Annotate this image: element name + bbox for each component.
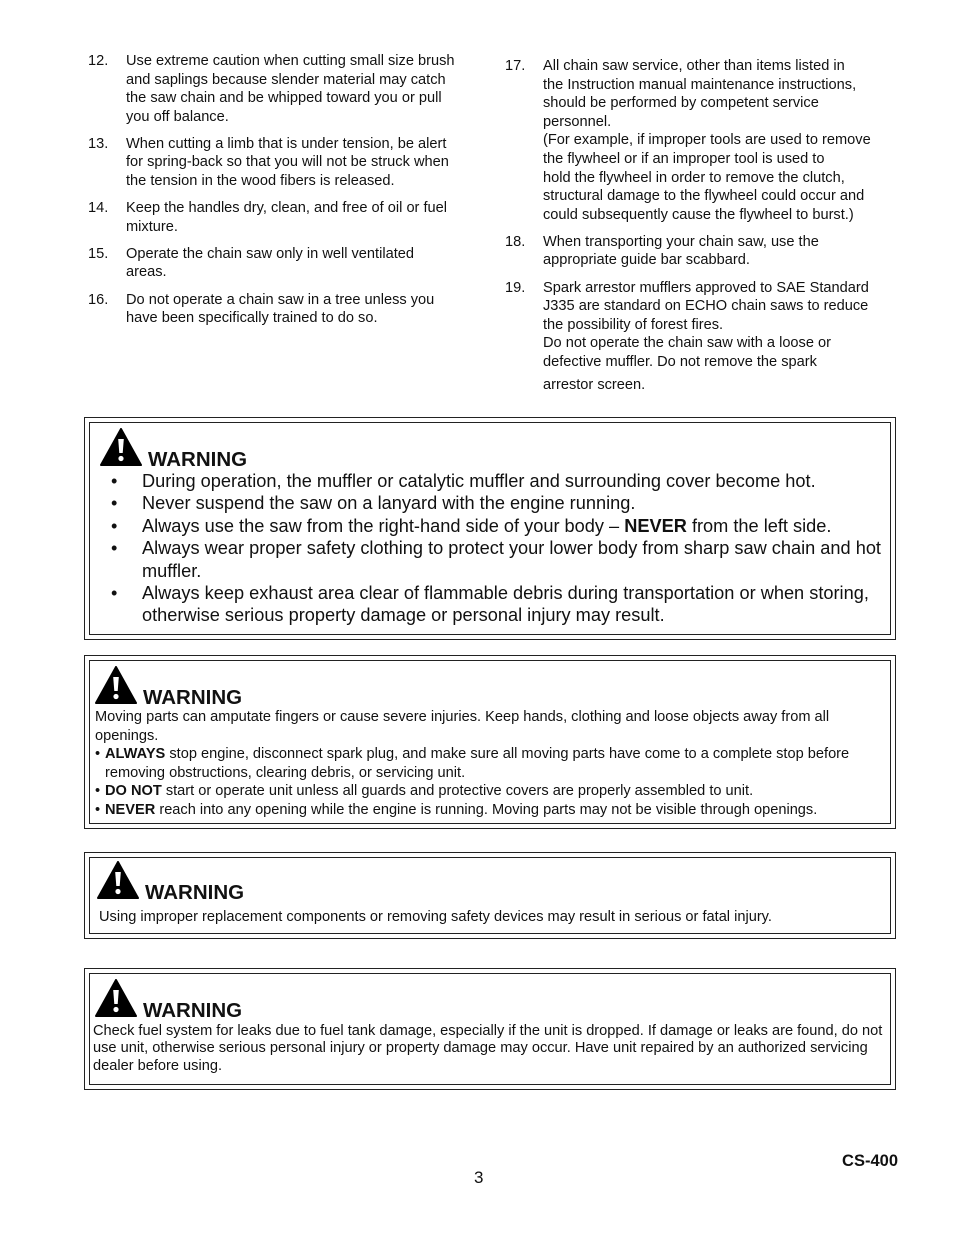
item-number: 18. bbox=[505, 233, 526, 250]
warning-body bbox=[95, 708, 883, 819]
right-instruction-list bbox=[505, 57, 897, 403]
item-text: areas. bbox=[126, 264, 167, 281]
bullet-icon: • bbox=[111, 515, 118, 536]
model-number: CS-400 bbox=[842, 1152, 898, 1170]
item-text: Operate the chain saw only in well ventilated bbox=[126, 245, 414, 262]
list-item bbox=[105, 582, 891, 627]
item-text: could subsequently cause the flywheel to burst.) bbox=[543, 206, 854, 223]
warning-triangle-icon bbox=[95, 979, 137, 1022]
warning-intro-text: Moving parts can amputate fingers or cause severe injuries. Keep hands, clothing and loose objects away from all openings. bbox=[95, 709, 830, 744]
warning-title: WARNING bbox=[143, 686, 243, 709]
item-text: (For example, if improper tools are used to remove bbox=[543, 132, 871, 149]
item-text: personnel. bbox=[543, 113, 612, 130]
item-text: for spring-back so that you will not be struck when bbox=[126, 154, 449, 171]
list-item bbox=[105, 470, 891, 492]
item-number: 19. bbox=[505, 279, 526, 296]
item-text: Spark arrestor mufflers approved to SAE Standard bbox=[543, 279, 869, 296]
list-item bbox=[88, 199, 480, 236]
bullet-icon: • bbox=[95, 746, 101, 762]
bullet-text: Always use the saw from the right-hand side of your body – NEVER from the left side. bbox=[142, 515, 832, 536]
bullet-icon: • bbox=[111, 471, 118, 491]
list-item bbox=[95, 801, 883, 820]
warning-triangle-icon bbox=[95, 666, 137, 709]
item-text: defective muffler. Do not remove the spark bbox=[543, 353, 817, 370]
warning-title: WARNING bbox=[148, 448, 248, 471]
page-number: 3 bbox=[474, 1168, 484, 1187]
item-text: Keep the handles dry, clean, and free of oil or fuel bbox=[126, 200, 447, 217]
warning-triangle-icon bbox=[100, 428, 142, 471]
warning-body: Check fuel system for leaks due to fuel tank damage, especially if the unit is dropped. If damage or leaks are found, do not use unit, otherwise serious personal injury or property damage may occur. Have unit repaired by an authorized servicing dealer before using. bbox=[93, 1023, 883, 1074]
list-item bbox=[95, 782, 883, 801]
emphasis-text: NEVER bbox=[624, 515, 687, 536]
item-text: hold the flywheel in order to remove the clutch, bbox=[543, 169, 845, 186]
item-text: the flywheel or if an improper tool is used to bbox=[543, 150, 825, 167]
list-item bbox=[88, 291, 480, 328]
warning-header bbox=[95, 666, 242, 709]
warning-title: WARNING bbox=[145, 881, 245, 904]
warning-body: Using improper replacement components or removing safety devices may result in serious or fatal injury. bbox=[99, 909, 772, 925]
item-text: structural damage to the flywheel could occur and bbox=[543, 188, 865, 205]
warning-box-moving-parts bbox=[84, 655, 896, 829]
warning-bullet-list bbox=[105, 470, 891, 627]
item-text: When transporting your chain saw, use the bbox=[543, 233, 819, 250]
bullet-icon: • bbox=[111, 493, 118, 514]
item-text: the saw chain and be whipped toward you or pull bbox=[126, 90, 442, 107]
list-item bbox=[505, 233, 897, 270]
item-text: appropriate guide bar scabbard. bbox=[543, 252, 750, 269]
list-item bbox=[105, 537, 891, 582]
item-text: have been specifically trained to do so. bbox=[126, 310, 378, 327]
item-text: and saplings because slender material may catch bbox=[126, 71, 446, 88]
item-text: Do not operate a chain saw in a tree unless you bbox=[126, 291, 435, 308]
item-text: the Instruction manual maintenance instructions, bbox=[543, 76, 857, 93]
warning-title: WARNING bbox=[143, 999, 243, 1022]
item-text: should be performed by competent service bbox=[543, 95, 819, 112]
bullet-icon: • bbox=[95, 801, 101, 818]
bullet-text: Never suspend the saw on a lanyard with the engine running. bbox=[142, 493, 636, 514]
item-number: 14. bbox=[88, 200, 109, 217]
list-item bbox=[88, 135, 480, 191]
bullet-text: DO NOT start or operate unit unless all guards and protective covers are properly assembled to unit. bbox=[105, 783, 754, 799]
item-text: mixture. bbox=[126, 218, 178, 235]
emphasis-text: DO NOT bbox=[105, 783, 162, 799]
item-text: Do not operate the chain saw with a loose or bbox=[543, 335, 831, 352]
item-text: J335 are standard on ECHO chain saws to reduce bbox=[543, 298, 869, 315]
bullet-icon: • bbox=[95, 783, 101, 799]
warning-box-hot-muffler bbox=[84, 417, 896, 640]
warning-box-fuel-leaks bbox=[84, 968, 896, 1090]
left-instruction-list bbox=[88, 52, 480, 336]
warning-box-replacement-components bbox=[84, 852, 896, 939]
bullet-icon: • bbox=[111, 538, 118, 559]
item-text: arrestor screen. bbox=[543, 376, 646, 393]
emphasis-text: NEVER bbox=[105, 801, 156, 818]
list-item bbox=[105, 492, 891, 514]
item-text: All chain saw service, other than items listed in bbox=[543, 58, 845, 74]
item-text: the tension in the wood fibers is released. bbox=[126, 173, 395, 190]
item-number: 13. bbox=[88, 135, 109, 152]
list-item bbox=[88, 52, 480, 126]
bullet-text: Always keep exhaust area clear of flammable debris during transportation or when storing, otherwise serious property damage or personal injury may result. bbox=[142, 583, 869, 626]
list-item bbox=[88, 245, 480, 282]
item-number: 17. bbox=[505, 58, 526, 74]
list-item bbox=[505, 57, 897, 224]
warning-header bbox=[100, 428, 247, 471]
item-text: you off balance. bbox=[126, 108, 229, 125]
item-number: 15. bbox=[88, 245, 109, 262]
list-item bbox=[505, 279, 897, 395]
warning-header bbox=[97, 861, 244, 904]
item-number: 16. bbox=[88, 291, 109, 308]
item-text: the possibility of forest fires. bbox=[543, 316, 724, 333]
emphasis-text: ALWAYS bbox=[105, 746, 166, 762]
bullet-text: ALWAYS stop engine, disconnect spark plug, and make sure all moving parts have come to a complete stop before removing obstructions, clearing debris, or servicing unit. bbox=[105, 746, 850, 781]
bullet-icon: • bbox=[111, 583, 118, 604]
list-item bbox=[105, 515, 891, 537]
bullet-text: Always wear proper safety clothing to protect your lower body from sharp saw chain and hot muffler. bbox=[142, 538, 881, 581]
warning-header bbox=[95, 979, 242, 1022]
bullet-text: During operation, the muffler or catalytic muffler and surrounding cover become hot. bbox=[142, 471, 816, 491]
item-text: When cutting a limb that is under tension, be alert bbox=[126, 135, 447, 152]
item-text: Use extreme caution when cutting small size brush bbox=[126, 53, 455, 69]
list-item bbox=[95, 745, 883, 782]
item-number: 12. bbox=[88, 53, 109, 69]
warning-triangle-icon bbox=[97, 861, 139, 904]
bullet-text: NEVER reach into any opening while the engine is running. Moving parts may not be visible through openings. bbox=[105, 801, 818, 818]
